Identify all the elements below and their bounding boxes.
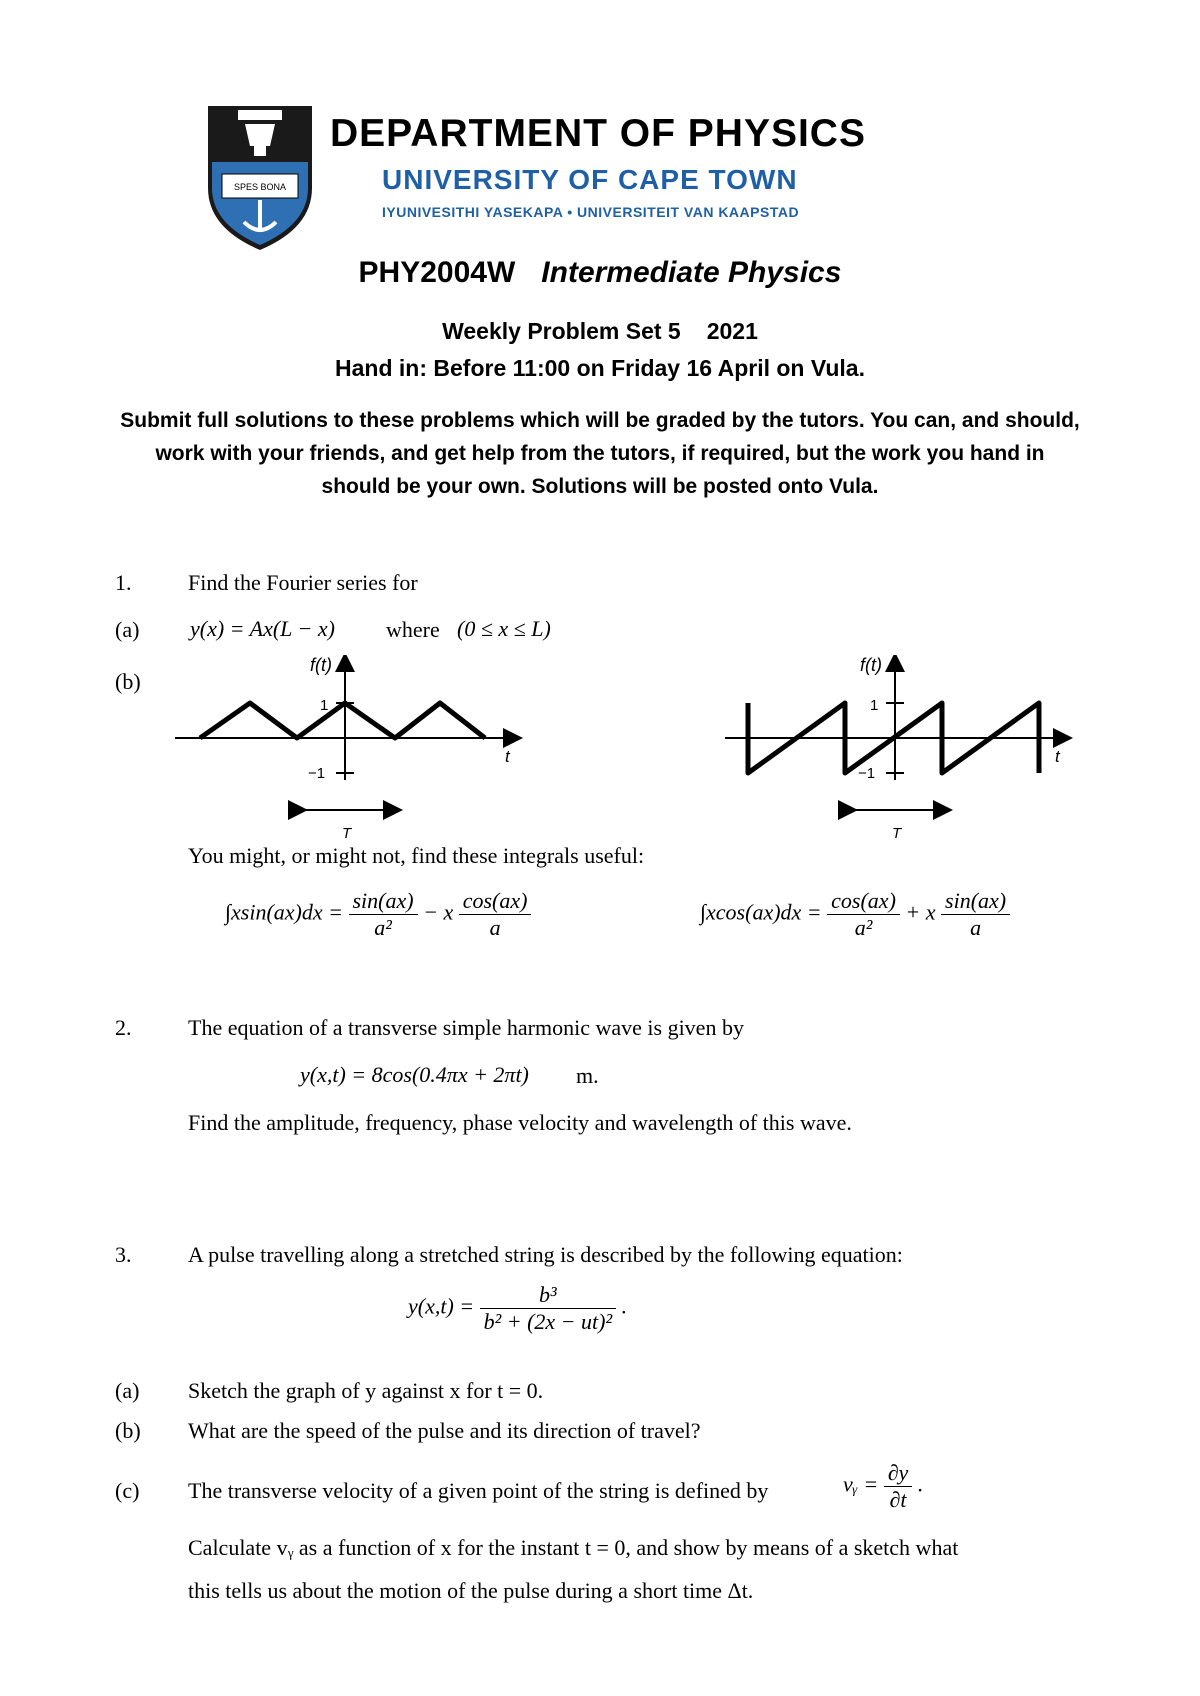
q1a-equation: y(x) = Ax(L − x) (190, 616, 335, 641)
q1-number: 1. (115, 570, 132, 595)
hand-in-line: Hand in: Before 11:00 on Friday 16 April on Vula. (335, 355, 865, 381)
q3c-lhs: vᵧ = (843, 1471, 879, 1497)
q1-text: Find the Fourier series for (188, 570, 418, 595)
graph-xlabel: t (1055, 747, 1060, 766)
q2-unit: m. (576, 1063, 599, 1088)
tick-label-neg: −1 (858, 765, 876, 782)
tick-label-pos: 1 (320, 697, 329, 714)
q3c-definition (843, 1460, 923, 1513)
q3-number: 3. (115, 1242, 132, 1267)
q3-eq-end: . (621, 1293, 628, 1319)
course-title (0, 256, 1200, 290)
uct-crest-logo (200, 100, 320, 255)
integral-1-num2: cos(ax) (459, 888, 532, 915)
q3c-end: . (917, 1471, 924, 1497)
university-subtitle: IYUNIVESITHI YASEKAPA • UNIVERSITEIT VAN KAAPSTAD (382, 204, 800, 220)
integral-1-num1: sin(ax) (349, 888, 418, 915)
q3c-text: The transverse velocity of a given point of the string is defined by (188, 1478, 769, 1503)
q3c-denominator: ∂t (889, 1487, 907, 1512)
q3a-label: (a) (115, 1378, 140, 1403)
integral-2-lhs: ∫xcos(ax)dx = (700, 899, 822, 925)
q2-text: The equation of a transverse simple harmonic wave is given by (188, 1015, 744, 1040)
q3-text: A pulse travelling along a stretched string is described by the following equation: (188, 1242, 903, 1267)
q2-equation: y(x,t) = 8cos(0.4πx + 2πt) (300, 1062, 529, 1087)
integral-1-lhs: ∫xsin(ax)dx = (225, 899, 343, 925)
set-year: 2021 (706, 318, 758, 344)
integral-1-den2: a (489, 915, 501, 940)
q3c-label: (c) (115, 1478, 140, 1503)
graph-ylabel: f(t) (860, 655, 882, 675)
triangle-wave-graph (170, 655, 530, 845)
q2-number: 2. (115, 1015, 132, 1040)
q3-eq-denominator: b² + (2x − ut)² (483, 1309, 613, 1334)
q3b-text: What are the speed of the pulse and its direction of travel? (188, 1418, 701, 1443)
integral-1-den1: a² (374, 915, 392, 940)
graph-ylabel: f(t) (310, 655, 332, 675)
problem-set-title (0, 318, 1200, 345)
triangle-wave (200, 703, 485, 738)
integral-2-mid: + x (905, 899, 936, 925)
graph-xlabel: t (505, 747, 510, 766)
q3c-line2: Calculate vᵧ as a function of x for the instant t = 0, and show by means of a sketch what (188, 1535, 959, 1560)
q3-eq-lhs: y(x,t) = (408, 1293, 475, 1319)
period-label: T (892, 825, 902, 842)
q1a-label: (a) (115, 617, 140, 642)
period-label: T (342, 825, 352, 842)
course-code: PHY2004W (358, 256, 516, 289)
q1b-label: (b) (115, 669, 141, 694)
instructions-line: work with your friends, and get help from the tutors, if required, but the work you hand in (155, 442, 1045, 465)
integral-2 (700, 888, 1010, 941)
integral-2-den1: a² (854, 915, 873, 940)
integral-2-num1: cos(ax) (827, 888, 900, 915)
integral-2-den2: a (970, 915, 982, 940)
integral-1 (225, 888, 531, 941)
q3-eq-numerator: b³ (480, 1282, 616, 1309)
integral-2-num2: sin(ax) (941, 888, 1010, 915)
integral-1-mid: − x (423, 899, 454, 925)
university-name: UNIVERSITY OF CAPE TOWN (382, 164, 798, 195)
sawtooth-wave-graph (720, 655, 1080, 845)
q3-equation (408, 1282, 627, 1335)
instructions-line: Submit full solutions to these problems which will be graded by the tutors. You can, and should, (120, 409, 1080, 432)
tick-label-pos: 1 (870, 697, 879, 714)
instructions (0, 404, 1200, 503)
crest-motto: SPES BONA (233, 182, 287, 192)
q3b-label: (b) (115, 1418, 141, 1443)
q3c-numerator: ∂y (884, 1460, 913, 1487)
instructions-line: should be your own. Solutions will be posted onto Vula. (321, 475, 879, 498)
department-title: DEPARTMENT OF PHYSICS (330, 112, 866, 155)
q1a-condition: (0 ≤ x ≤ L) (457, 616, 551, 641)
q1a-where: where (386, 617, 440, 642)
q2-ask: Find the amplitude, frequency, phase velocity and wavelength of this wave. (188, 1110, 852, 1135)
integrals-text: You might, or might not, find these integrals useful: (188, 843, 645, 868)
set-title: Weekly Problem Set 5 (442, 318, 681, 344)
tick-label-neg: −1 (308, 765, 326, 782)
q3a-text: Sketch the graph of y against x for t = 0. (188, 1378, 544, 1403)
q3c-line3: this tells us about the motion of the pulse during a short time Δt. (188, 1578, 754, 1603)
course-name: Intermediate Physics (541, 256, 842, 289)
